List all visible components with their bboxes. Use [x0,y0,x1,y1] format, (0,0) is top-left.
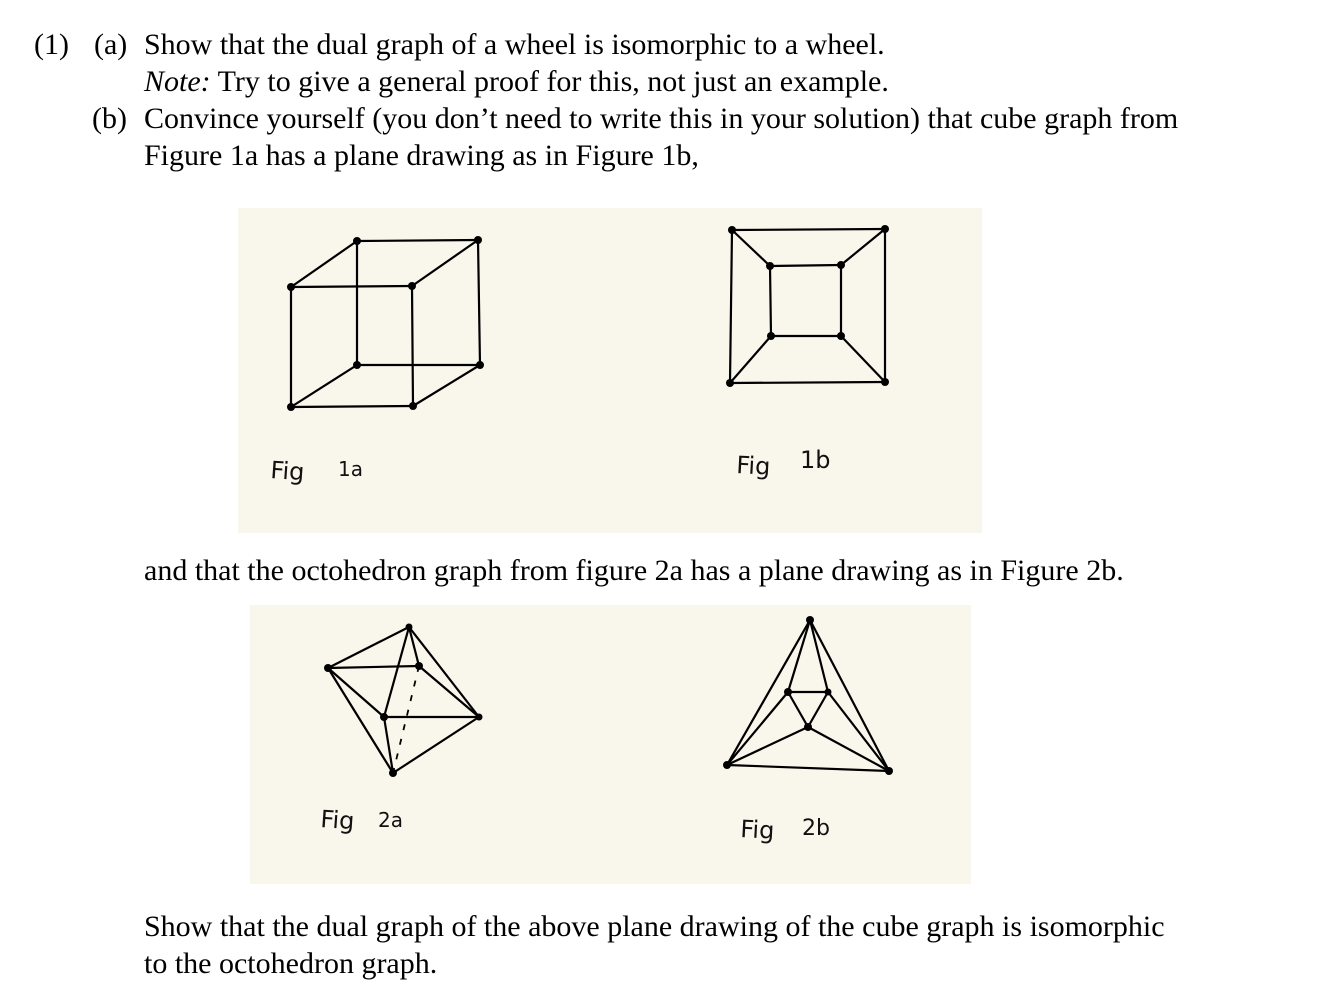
fig-1b-caption-word: Fig [735,451,772,481]
problem-number: (1) [34,28,69,61]
fig-2b-caption-word: Fig [739,815,776,845]
fig-1a-caption-num: 1a [338,457,363,481]
note-label: Note: [144,65,211,98]
part-a-note [144,63,889,100]
fig-1a-cube-drawing [291,240,480,407]
fig-1b-plane-drawing [730,229,885,383]
fig-2a-octahedron-drawing [328,627,479,773]
fig-1b-caption-num: 1b [800,446,831,474]
part-b-final-line1: Show that the dual graph of the above plane drawing of the cube graph is isomorphic [144,910,1165,943]
part-a-text: Show that the dual graph of a wheel is isomorphic to a wheel. [144,28,885,61]
fig-2a-caption-num: 2a [378,808,403,832]
note-text: Try to give a general proof for this, not just an example. [217,65,889,98]
part-b-label: (b) [92,102,127,135]
octahedron-figures-svg [250,605,971,884]
part-b-line1: Convince yourself (you don’t need to write this in your solution) that cube graph from [144,102,1179,135]
cube-figures-svg [238,208,982,533]
figure-panel-cube [238,208,982,533]
fig-1a-vertices [287,236,484,411]
fig-2b-plane-drawing [727,620,889,771]
fig-2b-caption-num: 2b [802,816,830,841]
part-b-mid-text: and that the octohedron graph from figure 2a has a plane drawing as in Figure 2b. [144,554,1124,587]
part-b-line2: Figure 1a has a plane drawing as in Figure 1b, [144,139,699,172]
part-b-final-line2: to the octohedron graph. [144,947,438,980]
figure-panel-octahedron [250,605,971,884]
part-a-label: (a) [94,28,128,61]
fig-1b-vertices [726,225,889,387]
fig-2a-caption-word: Fig [319,805,356,836]
fig-1a-caption-word: Fig [269,456,306,487]
fig-2b-vertices [723,616,893,775]
